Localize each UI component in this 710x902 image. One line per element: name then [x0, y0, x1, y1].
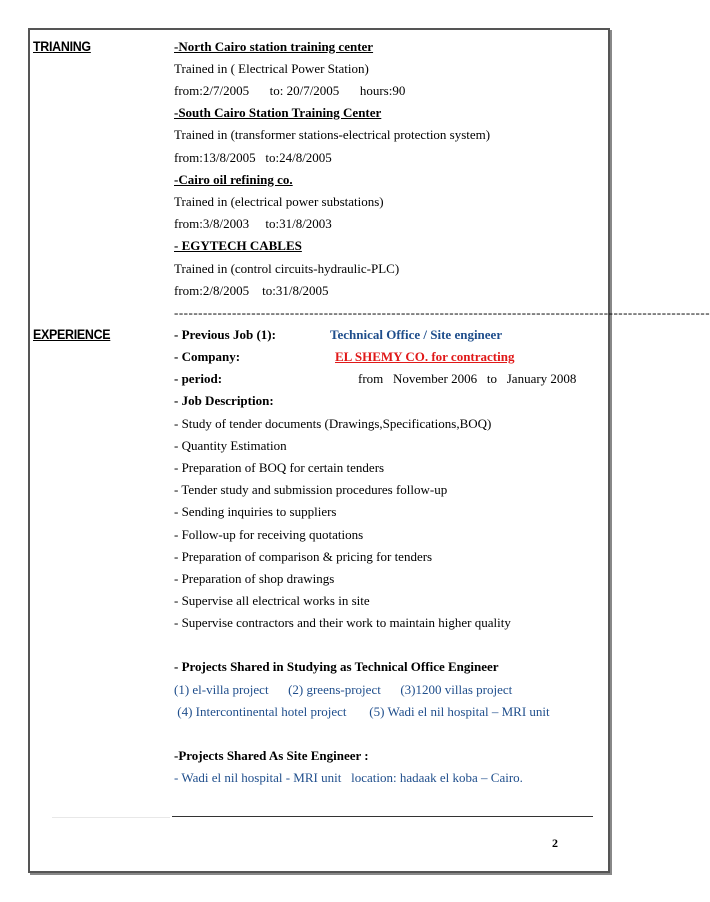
training-1-from: from:2/7/2005	[174, 83, 250, 98]
training-1-to: to: 20/7/2005	[269, 83, 340, 98]
training-1-desc: Trained in ( Electrical Power Station)	[174, 61, 369, 76]
duty-item: - Quantity Estimation	[174, 438, 287, 453]
training-heading: TRIANING	[33, 39, 91, 54]
section-separator: ---------------------------------------------------------------------------------------------------------------	[174, 305, 710, 320]
duty-item: - Supervise contractors and their work to maintain higher quality	[174, 615, 511, 630]
training-4-title: - EGYTECH CABLES	[174, 238, 302, 253]
training-4-desc: Trained in (control circuits-hydraulic-PLC)	[174, 261, 400, 276]
duty-item: - Follow-up for receiving quotations	[174, 527, 364, 542]
company-label: - Company:	[174, 349, 241, 364]
period-label: - period:	[174, 371, 223, 386]
experience-heading: EXPERIENCE	[33, 327, 111, 342]
training-2-desc: Trained in (transformer stations-electrical protection system)	[174, 127, 491, 142]
projects-tech-line-2: (4) Intercontinental hotel project (5) Wadi el nil hospital – MRI unit	[174, 704, 550, 719]
projects-site-line: - Wadi el nil hospital - MRI unit location: hadaak el koba – Cairo.	[174, 770, 523, 785]
job-value: Technical Office / Site engineer	[330, 327, 503, 342]
training-3-dates: from:3/8/2003 to:31/8/2003	[174, 216, 332, 231]
training-1-dates	[174, 83, 405, 99]
footer-left-rule	[52, 817, 170, 818]
duty-item: - Sending inquiries to suppliers	[174, 504, 337, 519]
duty-item: - Study of tender documents (Drawings,Specifications,BOQ)	[174, 416, 492, 431]
training-1-hours: hours:90	[359, 83, 406, 98]
training-3-desc: Trained in (electrical power substations)	[174, 194, 384, 209]
company-value: EL SHEMY CO. for contracting	[335, 349, 515, 364]
projects-tech-line-1: (1) el-villa project (2) greens-project (3)1200 villas project	[174, 682, 513, 697]
page-number: 2	[552, 836, 558, 850]
job-description-label: - Job Description:	[174, 393, 274, 408]
duty-item: - Preparation of comparison & pricing for tenders	[174, 549, 433, 564]
duty-item: - Tender study and submission procedures follow-up	[174, 482, 448, 497]
training-1-title: -North Cairo station training center	[174, 39, 374, 54]
projects-site-heading: -Projects Shared As Site Engineer :	[174, 748, 369, 763]
training-2-title: -South Cairo Station Training Center	[174, 105, 382, 120]
duty-item: - Preparation of shop drawings	[174, 571, 335, 586]
training-4-dates: from:2/8/2005 to:31/8/2005	[174, 283, 329, 298]
duty-item: - Supervise all electrical works in site	[174, 593, 370, 608]
job-label: - Previous Job (1):	[174, 327, 276, 342]
training-3-title: -Cairo oil refining co.	[174, 172, 293, 187]
training-2-dates: from:13/8/2005 to:24/8/2005	[174, 150, 332, 165]
duty-item: - Preparation of BOQ for certain tenders	[174, 460, 385, 475]
projects-tech-heading: - Projects Shared in Studying as Technical Office Engineer	[174, 659, 499, 674]
footer-rule	[172, 816, 593, 817]
period-value: from November 2006 to January 2008	[358, 371, 577, 386]
